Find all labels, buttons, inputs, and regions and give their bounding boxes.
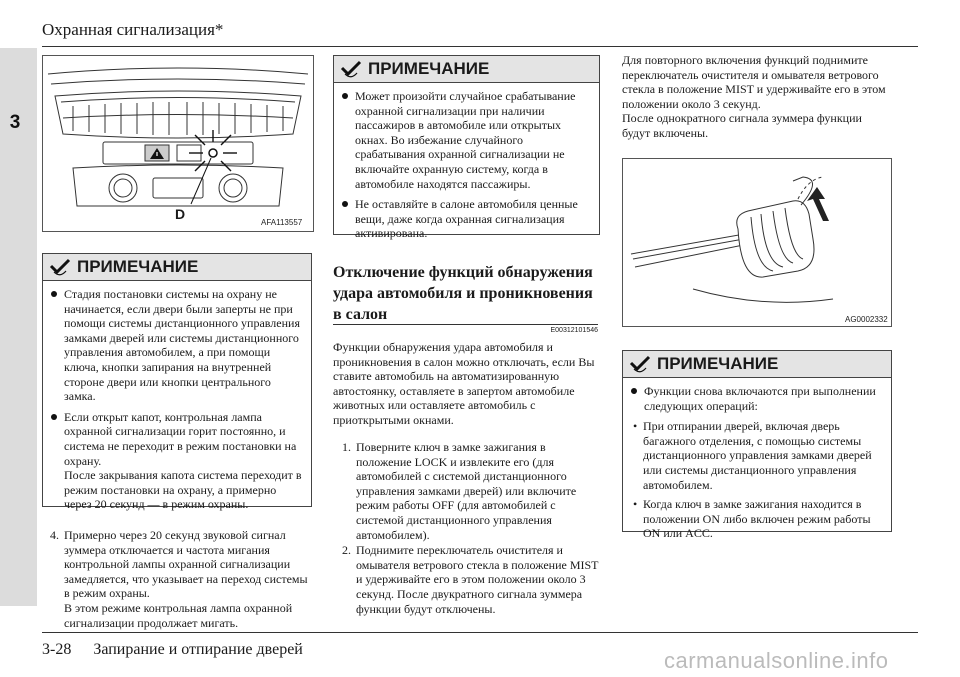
section-steps — [342, 440, 600, 616]
note-bullet-text-cont: После закрывания капота система переходит в режим постановки на охрану, а примерно через 20 секунд — в режим охраны. — [64, 468, 302, 512]
col3-text — [622, 53, 890, 141]
note-subitem — [629, 497, 885, 541]
step-number: 4. — [50, 528, 59, 542]
step-1 — [342, 440, 600, 542]
note-bullet-text: Функции снова включаются при выполнении следующих операций: — [644, 384, 876, 413]
note-subitem-text: Когда ключ в замке зажигания находится в положении ON либо включен режим работы ON или ACC. — [643, 497, 871, 541]
col3-paragraph-1: Для повторного включения функций поднимите переключатель очистителя и омывателя ветрового стекла в положение MIST и удерживайте его в этом положении около 3 секунд. — [622, 53, 886, 111]
step-text: Поднимите переключатель очистителя и омывателя ветрового стекла в положение MIST и удерживайте его в этом положении около 3 секунд. После двукратного сигнала зуммера функции будут отключены. — [356, 543, 599, 616]
note-header — [623, 351, 891, 378]
watermark: carmanualsonline.info — [664, 648, 889, 673]
step-text-cont: В этом режиме контрольная лампа охранной сигнализации продолжает мигать. — [64, 600, 293, 630]
note-bullet-text: Если открыт капот, контрольная лампа охранной сигнализации горит постоянно, и система не переходит в режим постановки на охрану. — [64, 409, 297, 468]
step-number: 2. — [342, 543, 351, 558]
note-subitem-text: При отпирании дверей, включая дверь багажного отделения, с помощью системы дистанционного управления замками дверей или системы дистанционного управления автомобилем. — [643, 419, 872, 492]
dashboard-illustration — [43, 56, 313, 231]
note-body — [43, 281, 311, 522]
note-title: ПРИМЕЧАНИЕ — [77, 257, 199, 276]
figure-code: AG0002332 — [845, 315, 888, 324]
note-bullet-text: Не оставляйте в салоне автомобиля ценные вещи, даже когда охранная сигнализация активирована. — [355, 197, 578, 241]
page-header-title: Охранная сигнализация* — [42, 20, 224, 39]
note-bullet — [340, 89, 593, 191]
note-check-icon — [340, 60, 362, 78]
note-title: ПРИМЕЧАНИЕ — [657, 354, 779, 373]
note-bullet — [629, 384, 885, 413]
bullet-icon — [51, 291, 57, 297]
note-bullet-text: Может произойти случайное срабатывание охранной сигнализации при наличии пассажиров в автомобиле или открытых окнах. Во избежание случайного срабатывания охранной сигнализации не включайте охранную систему, когда в автомобиле находятся пассажиры. — [355, 89, 576, 191]
bullet-icon — [342, 93, 348, 99]
note-header — [334, 56, 599, 83]
figure-code: AFA113557 — [261, 218, 303, 227]
sub-marker: • — [633, 419, 638, 434]
chapter-number: 3 — [9, 112, 21, 133]
note-check-icon — [49, 258, 71, 276]
figure-wiper-lever — [622, 158, 892, 327]
note-bullet — [49, 287, 305, 404]
wiper-lever-illustration — [623, 159, 891, 326]
note-body — [334, 83, 599, 251]
footer-section-title: Запирание и отпирание дверей — [93, 641, 303, 658]
step-text: Поверните ключ в замке зажигания в положение LOCK и извлеките его (для автомобилей с системой дистанционного управления замками дверей) или включите режим работы OFF (для автомобилей с системой дистанционного управления автомобилем). — [356, 440, 577, 542]
note-bullet — [49, 410, 305, 512]
note-bullet — [340, 197, 593, 241]
page-footer — [42, 641, 321, 659]
figure-callout-letter: D — [175, 206, 186, 222]
section-intro: Функции обнаружения удара автомобиля и проникновения в салон можно отключать, если Вы ставите автомобиль на автоматизированную автостоянку, оставляете в запертом автомобиле животных или оставляете автомобиль с приоткрытыми окнами. — [333, 340, 595, 427]
bullet-icon — [51, 414, 57, 420]
header-rule — [42, 46, 918, 47]
section-rule — [333, 324, 598, 325]
note-box-2 — [333, 55, 600, 241]
figure-dashboard — [42, 55, 314, 232]
note-check-icon — [629, 355, 651, 373]
step-text: Примерно через 20 секунд звуковой сигнал зуммера отключается и частота мигания контрольной лампы охранной сигнализации замедляется, что указывает на переход системы в режим охраны. — [64, 528, 308, 601]
note-bullet-text: Стадия постановки системы на охрану не начинается, если двери были заперты не при помощи системы дистанционного управления замками дверей или системы дистанционного управления автомобилем, а при помощи ключа, кнопки запирания на внутренней стороне двери или кнопки центрального замка. — [64, 287, 300, 404]
note-subitem — [629, 419, 885, 492]
note-title: ПРИМЕЧАНИЕ — [368, 59, 490, 78]
note-box-3 — [622, 350, 892, 541]
section-code: E00312101546 — [550, 327, 598, 334]
step-4 — [50, 528, 312, 630]
step-2 — [342, 543, 600, 616]
section-heading: Отключение функций обнаружения удара автомобиля и проникновения в салон — [333, 264, 593, 323]
footer-rule — [42, 632, 918, 633]
note-header — [43, 254, 311, 281]
bullet-icon — [342, 201, 348, 207]
note-box-1 — [42, 253, 312, 512]
note-body — [623, 378, 891, 550]
page-number: 3-28 — [42, 641, 72, 658]
step-number: 1. — [342, 440, 351, 454]
bullet-icon — [631, 388, 637, 394]
col3-paragraph-2: После однократного сигнала зуммера функции будут включены. — [622, 111, 862, 140]
sub-marker: • — [633, 497, 638, 512]
